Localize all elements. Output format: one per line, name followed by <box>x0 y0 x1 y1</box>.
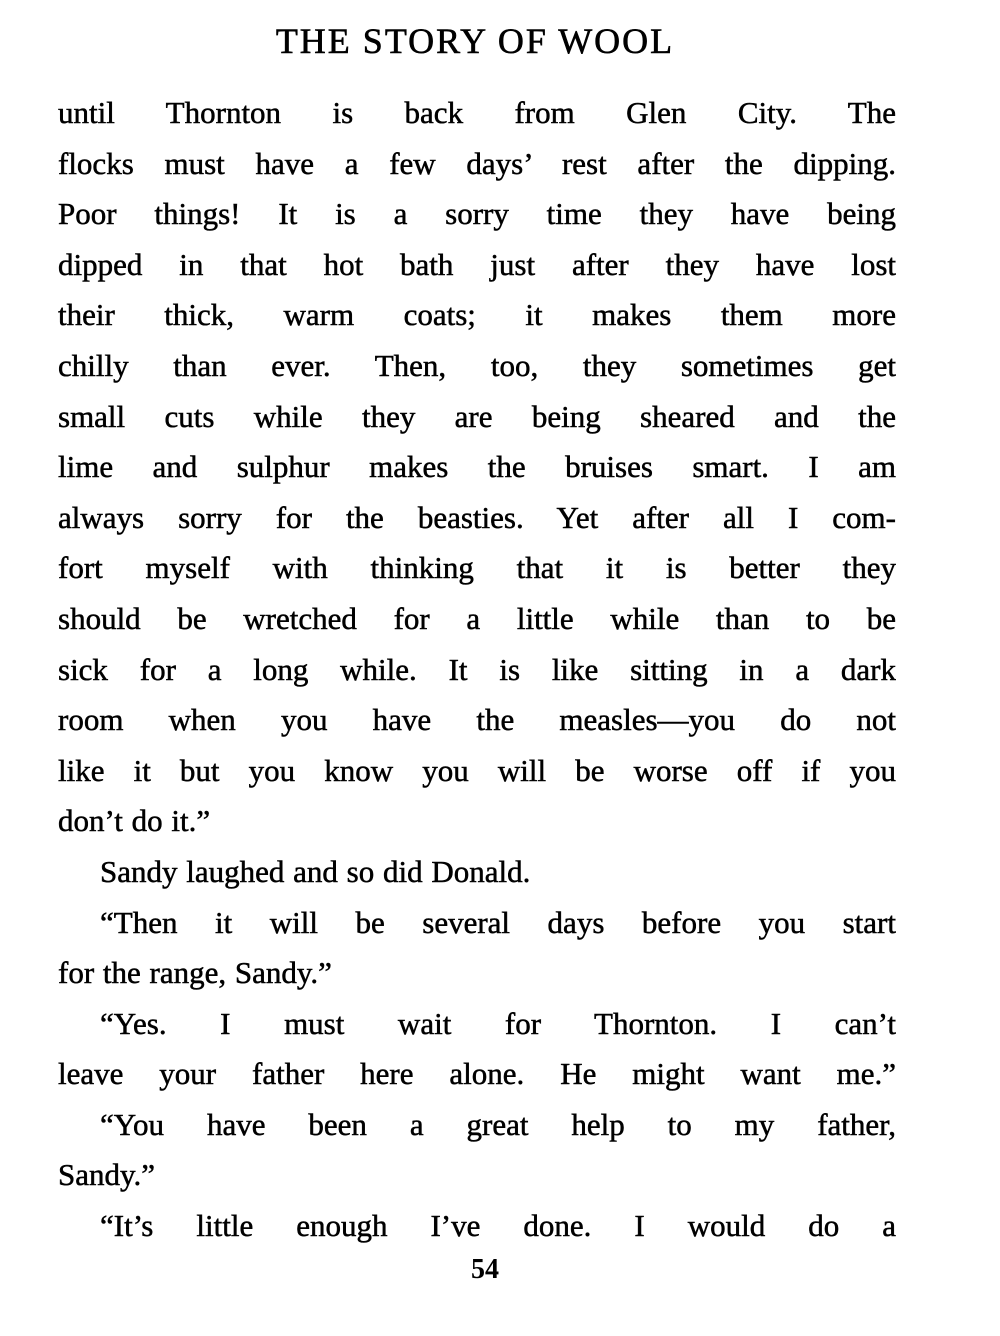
page-number: 54 <box>471 1254 499 1285</box>
page-body-text <box>58 88 896 1252</box>
text-line: should be wretched for a little while than to be <box>58 600 896 636</box>
text-line: flocks must have a few days’ rest after the dipping. <box>58 145 896 181</box>
text-line: until Thornton is back from Glen City. The <box>58 95 896 130</box>
text-line: small cuts while they are being sheared and the <box>58 398 896 434</box>
text-line: “You have been a great help to my father, <box>100 1106 896 1142</box>
text-line: “Yes. I must wait for Thornton. I can’t <box>100 1005 896 1041</box>
text-line: room when you have the measles—you do not <box>58 702 896 738</box>
text-line: “It’s little enough I’ve done. I would do a <box>100 1208 896 1244</box>
text-line: fort myself with thinking that it is better they <box>58 550 896 586</box>
text-line: don’t do it.” <box>58 803 211 839</box>
text-line: “Then it will be several days before you start <box>100 904 896 940</box>
text-line: lime and sulphur makes the bruises smart. I am <box>58 449 896 485</box>
running-head-title: THE STORY OF WOOL <box>275 21 675 61</box>
text-line: Poor things! It is a sorry time they have being <box>58 196 896 232</box>
text-line: for the range, Sandy.” <box>58 955 332 991</box>
text-line: Sandy laughed and so did Donald. <box>100 853 531 889</box>
text-line: chilly than ever. Then, too, they sometimes get <box>58 347 896 383</box>
text-line: dipped in that hot bath just after they have lost <box>58 246 896 282</box>
text-line: always sorry for the beasties. Yet after all I com- <box>58 499 896 535</box>
text-line: sick for a long while. It is like sitting in a dark <box>58 651 896 687</box>
text-line: like it but you know you will be worse off if you <box>58 752 896 788</box>
text-line: their thick, warm coats; it makes them more <box>58 297 896 333</box>
text-line: Sandy.” <box>58 1157 155 1193</box>
text-line: leave your father here alone. He might want me.” <box>58 1056 896 1092</box>
